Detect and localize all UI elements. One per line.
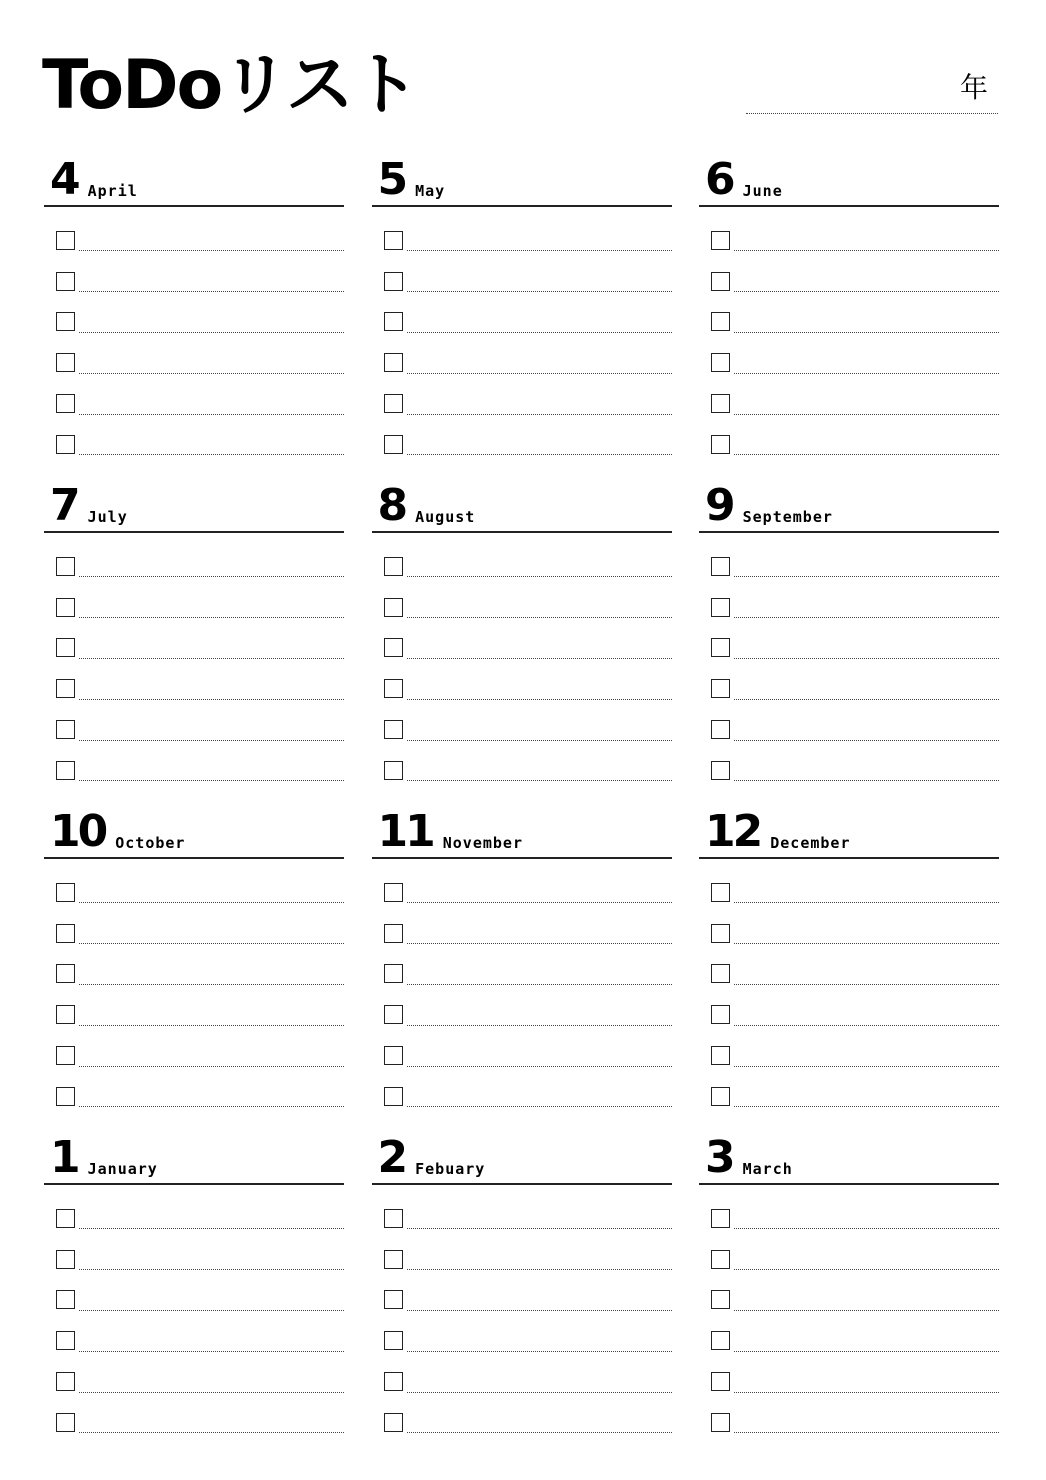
- task-row: [699, 994, 999, 1035]
- task-list: [699, 872, 999, 1117]
- task-checkbox[interactable]: [384, 1372, 403, 1391]
- task-row: [372, 1402, 672, 1443]
- task-list: [699, 1198, 999, 1443]
- task-row: [699, 587, 999, 628]
- task-line[interactable]: [734, 233, 999, 251]
- task-checkbox[interactable]: [56, 883, 75, 902]
- task-row: [372, 994, 672, 1035]
- task-checkbox[interactable]: [384, 638, 403, 657]
- month-name: November: [442, 834, 523, 852]
- month-number: 2: [377, 1132, 406, 1183]
- task-checkbox[interactable]: [384, 272, 403, 291]
- month-header: [699, 154, 999, 207]
- month-header: [699, 806, 999, 859]
- task-row: [699, 628, 999, 669]
- task-checkbox[interactable]: [384, 720, 403, 739]
- task-checkbox[interactable]: [56, 1087, 75, 1106]
- task-checkbox[interactable]: [384, 1250, 403, 1269]
- task-line[interactable]: [79, 233, 344, 251]
- task-line[interactable]: [734, 1089, 999, 1107]
- task-row: [699, 913, 999, 954]
- task-row: [372, 546, 672, 587]
- task-checkbox[interactable]: [384, 1046, 403, 1065]
- task-line[interactable]: [407, 600, 672, 618]
- task-line[interactable]: [79, 397, 344, 415]
- task-line[interactable]: [734, 1252, 999, 1270]
- task-row: [44, 628, 344, 669]
- month-number: 6: [705, 154, 733, 205]
- task-row: [44, 546, 344, 587]
- task-checkbox[interactable]: [384, 1331, 403, 1350]
- task-list: [44, 220, 344, 465]
- month-name: August: [415, 508, 476, 526]
- task-checkbox[interactable]: [711, 353, 730, 372]
- task-row: [699, 261, 999, 302]
- task-line[interactable]: [407, 641, 672, 659]
- task-checkbox[interactable]: [56, 1290, 75, 1309]
- task-line[interactable]: [734, 1008, 999, 1026]
- task-line[interactable]: [734, 274, 999, 292]
- task-line[interactable]: [407, 1252, 672, 1270]
- task-row: [372, 1076, 672, 1117]
- task-line[interactable]: [734, 600, 999, 618]
- year-field[interactable]: [746, 68, 998, 114]
- month-name: October: [115, 834, 186, 852]
- task-row: [699, 1239, 999, 1280]
- task-checkbox[interactable]: [711, 638, 730, 657]
- month-name: April: [87, 182, 138, 200]
- month-name: January: [87, 1160, 158, 1178]
- task-row: [44, 913, 344, 954]
- task-line[interactable]: [407, 356, 672, 374]
- task-row: [44, 383, 344, 424]
- task-checkbox[interactable]: [384, 924, 403, 943]
- task-checkbox[interactable]: [56, 924, 75, 943]
- month-section-october: [44, 806, 344, 1136]
- task-checkbox[interactable]: [384, 1087, 403, 1106]
- task-checkbox[interactable]: [56, 1250, 75, 1269]
- task-checkbox[interactable]: [711, 924, 730, 943]
- month-number: 3: [705, 1132, 733, 1183]
- task-checkbox[interactable]: [56, 394, 75, 413]
- task-checkbox[interactable]: [384, 598, 403, 617]
- task-checkbox[interactable]: [711, 964, 730, 983]
- task-checkbox[interactable]: [711, 1413, 730, 1432]
- task-checkbox[interactable]: [384, 353, 403, 372]
- task-row: [44, 220, 344, 261]
- month-section-april: [44, 154, 344, 484]
- task-line[interactable]: [79, 356, 344, 374]
- task-row: [699, 954, 999, 995]
- task-line[interactable]: [79, 437, 344, 455]
- task-checkbox[interactable]: [56, 312, 75, 331]
- task-row: [44, 342, 344, 383]
- task-checkbox[interactable]: [711, 394, 730, 413]
- task-row: [699, 1076, 999, 1117]
- year-label: 年: [959, 71, 988, 104]
- task-line[interactable]: [79, 315, 344, 333]
- task-row: [44, 1076, 344, 1117]
- task-row: [699, 383, 999, 424]
- task-row: [372, 750, 672, 791]
- task-row: [699, 1198, 999, 1239]
- task-list: [372, 872, 672, 1117]
- task-row: [372, 342, 672, 383]
- task-row: [372, 1280, 672, 1321]
- month-number: 4: [50, 154, 78, 205]
- task-line[interactable]: [734, 1293, 999, 1311]
- task-line[interactable]: [407, 967, 672, 985]
- task-row: [44, 587, 344, 628]
- task-line[interactable]: [79, 885, 344, 903]
- month-number: 10: [50, 806, 106, 857]
- task-checkbox[interactable]: [56, 353, 75, 372]
- month-grid: [44, 154, 999, 1462]
- month-number: 12: [705, 806, 761, 857]
- task-line[interactable]: [734, 1211, 999, 1229]
- task-list: [44, 546, 344, 791]
- task-row: [44, 872, 344, 913]
- task-line[interactable]: [734, 885, 999, 903]
- task-checkbox[interactable]: [711, 312, 730, 331]
- month-name: June: [742, 182, 783, 200]
- task-row: [372, 1198, 672, 1239]
- task-checkbox[interactable]: [56, 1046, 75, 1065]
- task-checkbox[interactable]: [384, 231, 403, 250]
- task-line[interactable]: [407, 559, 672, 577]
- month-section-august: [372, 480, 672, 810]
- task-row: [699, 709, 999, 750]
- task-line[interactable]: [79, 1415, 344, 1433]
- month-name: July: [87, 508, 128, 526]
- task-list: [699, 220, 999, 465]
- task-checkbox[interactable]: [56, 1209, 75, 1228]
- task-checkbox[interactable]: [56, 557, 75, 576]
- task-checkbox[interactable]: [711, 1005, 730, 1024]
- task-checkbox[interactable]: [56, 761, 75, 780]
- task-line[interactable]: [734, 723, 999, 741]
- task-checkbox[interactable]: [711, 720, 730, 739]
- task-line[interactable]: [407, 1089, 672, 1107]
- task-checkbox[interactable]: [56, 720, 75, 739]
- task-checkbox[interactable]: [711, 1046, 730, 1065]
- task-line[interactable]: [734, 315, 999, 333]
- task-row: [699, 668, 999, 709]
- task-row: [699, 1361, 999, 1402]
- task-checkbox[interactable]: [384, 435, 403, 454]
- task-row: [372, 954, 672, 995]
- month-header: [372, 480, 672, 533]
- task-line[interactable]: [79, 1211, 344, 1229]
- task-row: [372, 383, 672, 424]
- task-checkbox[interactable]: [384, 1290, 403, 1309]
- task-line[interactable]: [407, 397, 672, 415]
- task-checkbox[interactable]: [384, 679, 403, 698]
- task-row: [372, 261, 672, 302]
- month-number: 7: [50, 480, 78, 531]
- month-section-november: [372, 806, 672, 1136]
- task-checkbox[interactable]: [711, 1331, 730, 1350]
- task-line[interactable]: [407, 763, 672, 781]
- task-line[interactable]: [407, 274, 672, 292]
- task-line[interactable]: [407, 885, 672, 903]
- task-row: [44, 1280, 344, 1321]
- task-checkbox[interactable]: [711, 1372, 730, 1391]
- task-line[interactable]: [79, 1375, 344, 1393]
- task-checkbox[interactable]: [711, 761, 730, 780]
- task-row: [699, 342, 999, 383]
- task-row: [699, 424, 999, 465]
- task-row: [44, 750, 344, 791]
- task-line[interactable]: [734, 437, 999, 455]
- task-line[interactable]: [407, 315, 672, 333]
- month-name: May: [415, 182, 446, 200]
- task-line[interactable]: [407, 682, 672, 700]
- task-row: [44, 994, 344, 1035]
- task-line[interactable]: [79, 1089, 344, 1107]
- month-name: December: [770, 834, 851, 852]
- task-row: [44, 1198, 344, 1239]
- task-list: [699, 546, 999, 791]
- task-line[interactable]: [79, 1293, 344, 1311]
- task-row: [699, 1402, 999, 1443]
- task-checkbox[interactable]: [711, 679, 730, 698]
- task-list: [372, 1198, 672, 1443]
- task-checkbox[interactable]: [56, 1372, 75, 1391]
- month-header: [372, 154, 672, 207]
- page-title: ToDoリスト: [42, 46, 418, 125]
- task-row: [699, 872, 999, 913]
- month-number: 9: [705, 480, 733, 531]
- task-checkbox[interactable]: [56, 1413, 75, 1432]
- month-number: 1: [50, 1132, 78, 1183]
- task-checkbox[interactable]: [384, 1413, 403, 1432]
- task-checkbox[interactable]: [56, 598, 75, 617]
- task-line[interactable]: [407, 723, 672, 741]
- task-checkbox[interactable]: [384, 964, 403, 983]
- task-row: [699, 546, 999, 587]
- task-checkbox[interactable]: [56, 964, 75, 983]
- task-row: [44, 1402, 344, 1443]
- task-line[interactable]: [79, 274, 344, 292]
- task-checkbox[interactable]: [384, 1005, 403, 1024]
- task-line[interactable]: [734, 926, 999, 944]
- task-row: [372, 302, 672, 343]
- task-checkbox[interactable]: [384, 312, 403, 331]
- month-number: 8: [377, 480, 406, 531]
- task-list: [372, 546, 672, 791]
- task-list: [44, 1198, 344, 1443]
- task-checkbox[interactable]: [384, 761, 403, 780]
- task-row: [372, 1320, 672, 1361]
- task-line[interactable]: [407, 926, 672, 944]
- task-row: [44, 1361, 344, 1402]
- task-line[interactable]: [734, 682, 999, 700]
- task-line[interactable]: [79, 559, 344, 577]
- month-name: September: [742, 508, 833, 526]
- task-row: [699, 1320, 999, 1361]
- task-line[interactable]: [734, 763, 999, 781]
- task-row: [372, 628, 672, 669]
- task-checkbox[interactable]: [711, 883, 730, 902]
- task-row: [699, 750, 999, 791]
- task-line[interactable]: [79, 967, 344, 985]
- task-checkbox[interactable]: [711, 272, 730, 291]
- task-line[interactable]: [734, 356, 999, 374]
- month-section-july: [44, 480, 344, 810]
- month-section-march: [699, 1132, 999, 1462]
- task-checkbox[interactable]: [711, 1290, 730, 1309]
- task-line[interactable]: [407, 1049, 672, 1067]
- task-row: [372, 424, 672, 465]
- task-row: [372, 220, 672, 261]
- task-checkbox[interactable]: [711, 231, 730, 250]
- task-checkbox[interactable]: [711, 1250, 730, 1269]
- task-line[interactable]: [734, 1049, 999, 1067]
- month-number: 11: [377, 806, 433, 857]
- task-line[interactable]: [407, 1211, 672, 1229]
- task-row: [44, 1035, 344, 1076]
- task-list: [44, 872, 344, 1117]
- month-section-febuary: [372, 1132, 672, 1462]
- task-list: [372, 220, 672, 465]
- task-line[interactable]: [79, 682, 344, 700]
- month-section-december: [699, 806, 999, 1136]
- month-header: [44, 154, 344, 207]
- task-checkbox[interactable]: [711, 1087, 730, 1106]
- month-header: [699, 480, 999, 533]
- task-line[interactable]: [734, 967, 999, 985]
- task-checkbox[interactable]: [56, 272, 75, 291]
- month-section-january: [44, 1132, 344, 1462]
- task-checkbox[interactable]: [711, 435, 730, 454]
- task-row: [372, 709, 672, 750]
- task-checkbox[interactable]: [384, 394, 403, 413]
- task-row: [372, 1239, 672, 1280]
- task-checkbox[interactable]: [56, 1331, 75, 1350]
- task-row: [44, 424, 344, 465]
- task-line[interactable]: [734, 1334, 999, 1352]
- task-row: [44, 1239, 344, 1280]
- task-line[interactable]: [79, 641, 344, 659]
- task-checkbox[interactable]: [56, 231, 75, 250]
- month-name: March: [742, 1160, 793, 1178]
- task-row: [44, 709, 344, 750]
- month-header: [44, 1132, 344, 1185]
- task-row: [44, 1320, 344, 1361]
- task-row: [372, 1361, 672, 1402]
- task-line[interactable]: [734, 559, 999, 577]
- task-row: [372, 913, 672, 954]
- task-line[interactable]: [734, 1375, 999, 1393]
- task-line[interactable]: [407, 1334, 672, 1352]
- task-line[interactable]: [407, 1415, 672, 1433]
- task-row: [699, 220, 999, 261]
- task-checkbox[interactable]: [711, 598, 730, 617]
- task-checkbox[interactable]: [384, 1209, 403, 1228]
- month-section-june: [699, 154, 999, 484]
- task-row: [44, 954, 344, 995]
- task-line[interactable]: [407, 233, 672, 251]
- month-name: Febuary: [415, 1160, 486, 1178]
- task-line[interactable]: [79, 1049, 344, 1067]
- task-line[interactable]: [407, 1008, 672, 1026]
- month-header: [44, 806, 344, 859]
- task-line[interactable]: [734, 1415, 999, 1433]
- month-header: [699, 1132, 999, 1185]
- task-line[interactable]: [79, 723, 344, 741]
- task-line[interactable]: [79, 1008, 344, 1026]
- task-line[interactable]: [734, 641, 999, 659]
- task-line[interactable]: [79, 1252, 344, 1270]
- month-header: [372, 806, 672, 859]
- task-checkbox[interactable]: [711, 557, 730, 576]
- task-checkbox[interactable]: [711, 1209, 730, 1228]
- month-header: [44, 480, 344, 533]
- task-checkbox[interactable]: [384, 883, 403, 902]
- task-row: [44, 668, 344, 709]
- task-line[interactable]: [407, 1375, 672, 1393]
- task-line[interactable]: [79, 926, 344, 944]
- task-line[interactable]: [407, 437, 672, 455]
- month-section-september: [699, 480, 999, 810]
- task-checkbox[interactable]: [384, 557, 403, 576]
- task-row: [44, 261, 344, 302]
- task-row: [372, 587, 672, 628]
- task-checkbox[interactable]: [56, 1005, 75, 1024]
- task-row: [44, 302, 344, 343]
- task-checkbox[interactable]: [56, 435, 75, 454]
- task-line[interactable]: [407, 1293, 672, 1311]
- month-header: [372, 1132, 672, 1185]
- task-row: [372, 1035, 672, 1076]
- task-row: [372, 872, 672, 913]
- task-row: [699, 1035, 999, 1076]
- task-line[interactable]: [734, 397, 999, 415]
- task-line[interactable]: [79, 1334, 344, 1352]
- task-checkbox[interactable]: [56, 638, 75, 657]
- task-row: [699, 302, 999, 343]
- month-number: 5: [377, 154, 406, 205]
- task-checkbox[interactable]: [56, 679, 75, 698]
- task-row: [372, 668, 672, 709]
- task-line[interactable]: [79, 600, 344, 618]
- task-line[interactable]: [79, 763, 344, 781]
- task-row: [699, 1280, 999, 1321]
- month-section-may: [372, 154, 672, 484]
